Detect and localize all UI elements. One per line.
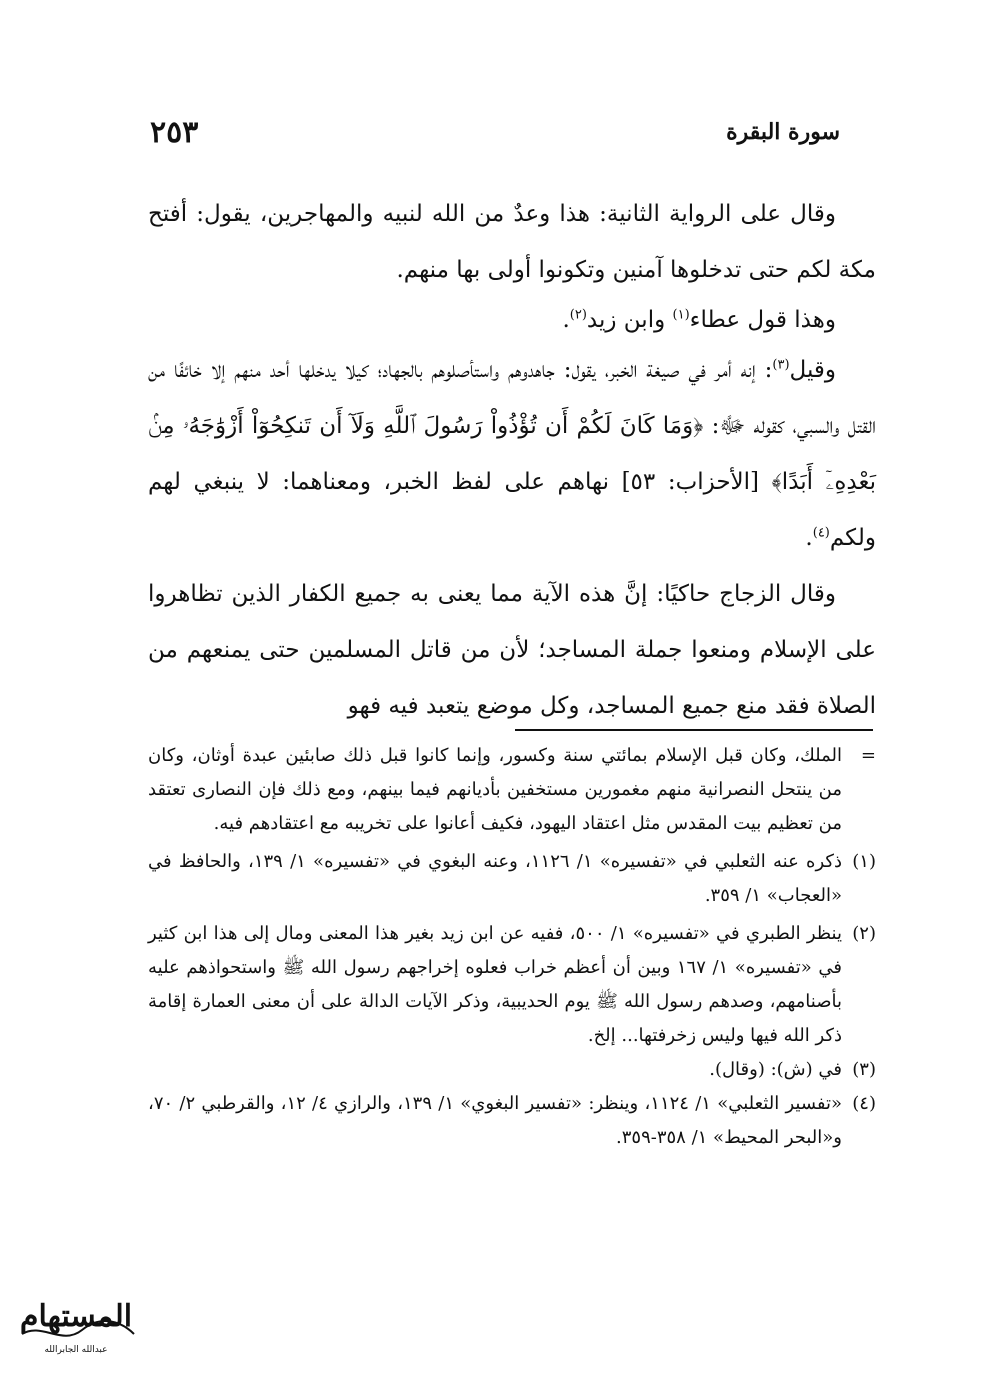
paragraph-1: وقال على الرواية الثانية: هذا وعدٌ من الله لنبيه والمهاجرين، يقول: أفتح مكة لكم حتى تدخلوها آمنين وتكونوا أولى بها منهم. <box>148 201 876 283</box>
paragraph-2 <box>148 298 876 342</box>
footnote-ref-4[interactable]: (٤) <box>812 525 830 541</box>
footnote-ref-2[interactable]: (٢) <box>569 307 587 323</box>
paragraph-3-text-c: [الأحزاب: ٥٣] نهاهم على لفظ الخبر، ومعناهما: لا ينبغي لهم ولكم <box>148 469 876 551</box>
footnote-3 <box>148 1053 876 1087</box>
footnote-text: الملك، وكان قبل الإسلام بمائتي سنة وكسور، وإنما كانوا قبل ذلك صابئين عبدة أوثان، وكان من ينتحل النصرانية منهم مغمورين مستخفين بأديانهم فيما بينهم، ومع ذلك فإن النصارى تعتقد من تعظيم بيت المقدس مثل اعتقاد اليهود، فكيف أعانوا على تخريبه مع اعتقادهم فيه. <box>148 745 842 834</box>
footnote-marker: (٤) <box>852 1093 876 1114</box>
footnote-text: ينظر الطبري في «تفسيره» ١/ ٥٠٠، ففيه عن ابن زيد بغير هذا المعنى ومال إلى هذا ابن كثير في «تفسيره» ١/ ١٦٧ وبين أن أعظم خراب فعلوه إخراجهم رسول الله ﷺ واستحواذهم عليه بأصنامهم، وصدهم رسول الله ﷺ يوم الحديبية، وذكر الآيات الدالة على أن معنى العمارة إقامة ذكر الله فيها وليس زخرفتها... إلخ. <box>148 923 842 1046</box>
paragraph-3-text-d: . <box>805 525 813 551</box>
paragraph-2-text-a: وهذا قول عطاء <box>689 307 836 333</box>
page-number: ٢٥٣ <box>150 114 199 150</box>
paragraph-3-text-b: : إنه أمر في صيغة الخبر، يقول: جاهدوهم واستأصلوهم بالجهاد؛ كيلا يدخلها أحد منهم إلا خائفًا من القتل والسبي، كقوله ﷻ: <box>148 357 876 439</box>
footnotes <box>148 739 876 1155</box>
footnote-text: ذكره عنه الثعلبي في «تفسيره» ١/ ١١٢٦، وعنه البغوي في «تفسيره» ١/ ١٣٩، والحافظ في «العجاب» ١/ ٣٥٩. <box>148 851 842 906</box>
page-header <box>150 112 840 152</box>
footnote-text: «تفسير الثعلبي» ١/ ١١٢٤، وينظر: «تفسير البغوي» ١/ ١٣٩، والرازي ٤/ ١٢، والقرطبي ٢/ ٧٠، و«البحر المحيط» ١/ ٣٥٨-٣٥٩. <box>148 1093 843 1148</box>
quran-verse: ﴿وَمَا كَانَ لَكُمْ أَن تُؤْذُواْ رَسُولَ ٱللَّهِ وَلَآ أَن تَنكِحُوٓاْ أَزْوَٰجَهُۥ مِنۢ بَعْدِهِۦٓ أَبَدًا﴾ <box>148 413 876 495</box>
footnote-marker: (٢) <box>852 923 876 944</box>
paragraph-4: وقال الزجاج حاكيًا: إنَّ هذه الآية مما يعنى به جميع الكفار الذين تظاهروا على الإسلام ومنعوا جملة المساجد؛ لأن من قاتل المسلمين حتى يمنعهم من الصلاة فقد منع جميع المساجد، وكل موضع يتعبد فيه فهو <box>148 581 876 719</box>
publisher-logo <box>12 1282 140 1362</box>
footnote-1 <box>148 845 876 913</box>
footnote-divider <box>515 729 873 731</box>
footnote-ref-3[interactable]: (٣) <box>772 357 790 373</box>
footnote-continuation <box>148 739 876 841</box>
footnote-4 <box>148 1087 876 1155</box>
paragraph-2-text-b: وابن زيد <box>586 307 673 333</box>
paragraph-3-text-a: وقيل <box>789 357 836 383</box>
footnote-ref-1[interactable]: (١) <box>672 307 690 323</box>
footnote-text: في (ش): (وقال). <box>709 1059 842 1080</box>
footnote-marker: = <box>860 745 876 766</box>
footnote-marker: (١) <box>852 851 876 872</box>
footnote-marker: (٣) <box>852 1059 876 1080</box>
logo-main-text: المستهام <box>19 1299 133 1334</box>
paragraph-2-text-c: . <box>562 307 570 333</box>
main-text <box>148 186 876 734</box>
paragraph-3 <box>148 342 876 566</box>
logo-small-text: عبدالله الجابرالله <box>44 1345 108 1355</box>
footnote-2 <box>148 917 876 1053</box>
running-title: سورة البقرة <box>726 119 840 145</box>
